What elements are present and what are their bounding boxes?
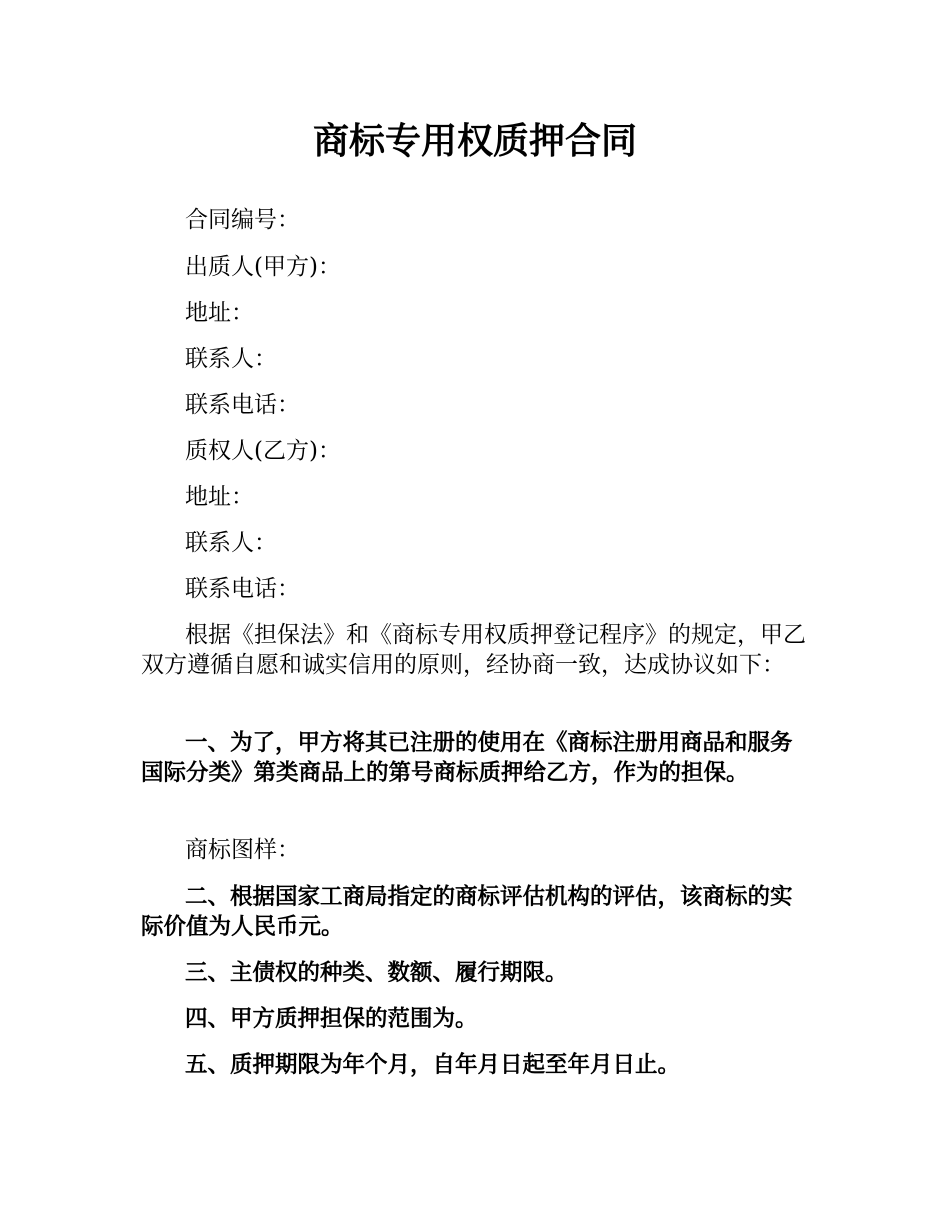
field-pledgor-phone: 联系电话： <box>185 392 300 418</box>
clause-4: 四、甲方质押担保的范围为。 <box>185 1006 478 1032</box>
field-contract-number: 合同编号： <box>185 207 300 233</box>
document-title: 商标专用权质押合同 <box>312 121 637 162</box>
field-pledgor-contact: 联系人： <box>185 346 277 372</box>
field-pledgee-phone: 联系电话： <box>185 576 300 602</box>
field-pledgee: 质权人(乙方)： <box>185 438 341 464</box>
field-pledgor-address: 地址： <box>185 300 254 326</box>
field-pledgee-contact: 联系人： <box>185 530 277 556</box>
clause-2: 二、根据国家工商局指定的商标评估机构的评估，该商标的实际价值为人民币元。 <box>141 884 793 940</box>
trademark-sample-label: 商标图样： <box>185 837 300 863</box>
field-pledgee-address: 地址： <box>185 484 254 510</box>
field-pledgor: 出质人(甲方)： <box>185 254 341 280</box>
clause-3: 三、主债权的种类、数额、履行期限。 <box>185 960 568 986</box>
clause-1: 一、为了，甲方将其已注册的使用在《商标注册用商品和服务国际分类》第类商品上的第号商标质押给乙方，作为的担保。 <box>141 730 793 786</box>
preamble-paragraph: 根据《担保法》和《商标专用权质押登记程序》的规定，甲乙双方遵循自愿和诚实信用的原则，经协商一致，达成协议如下： <box>141 622 806 678</box>
clause-5: 五、质押期限为年个月，自年月日起至年月日止。 <box>185 1052 681 1078</box>
